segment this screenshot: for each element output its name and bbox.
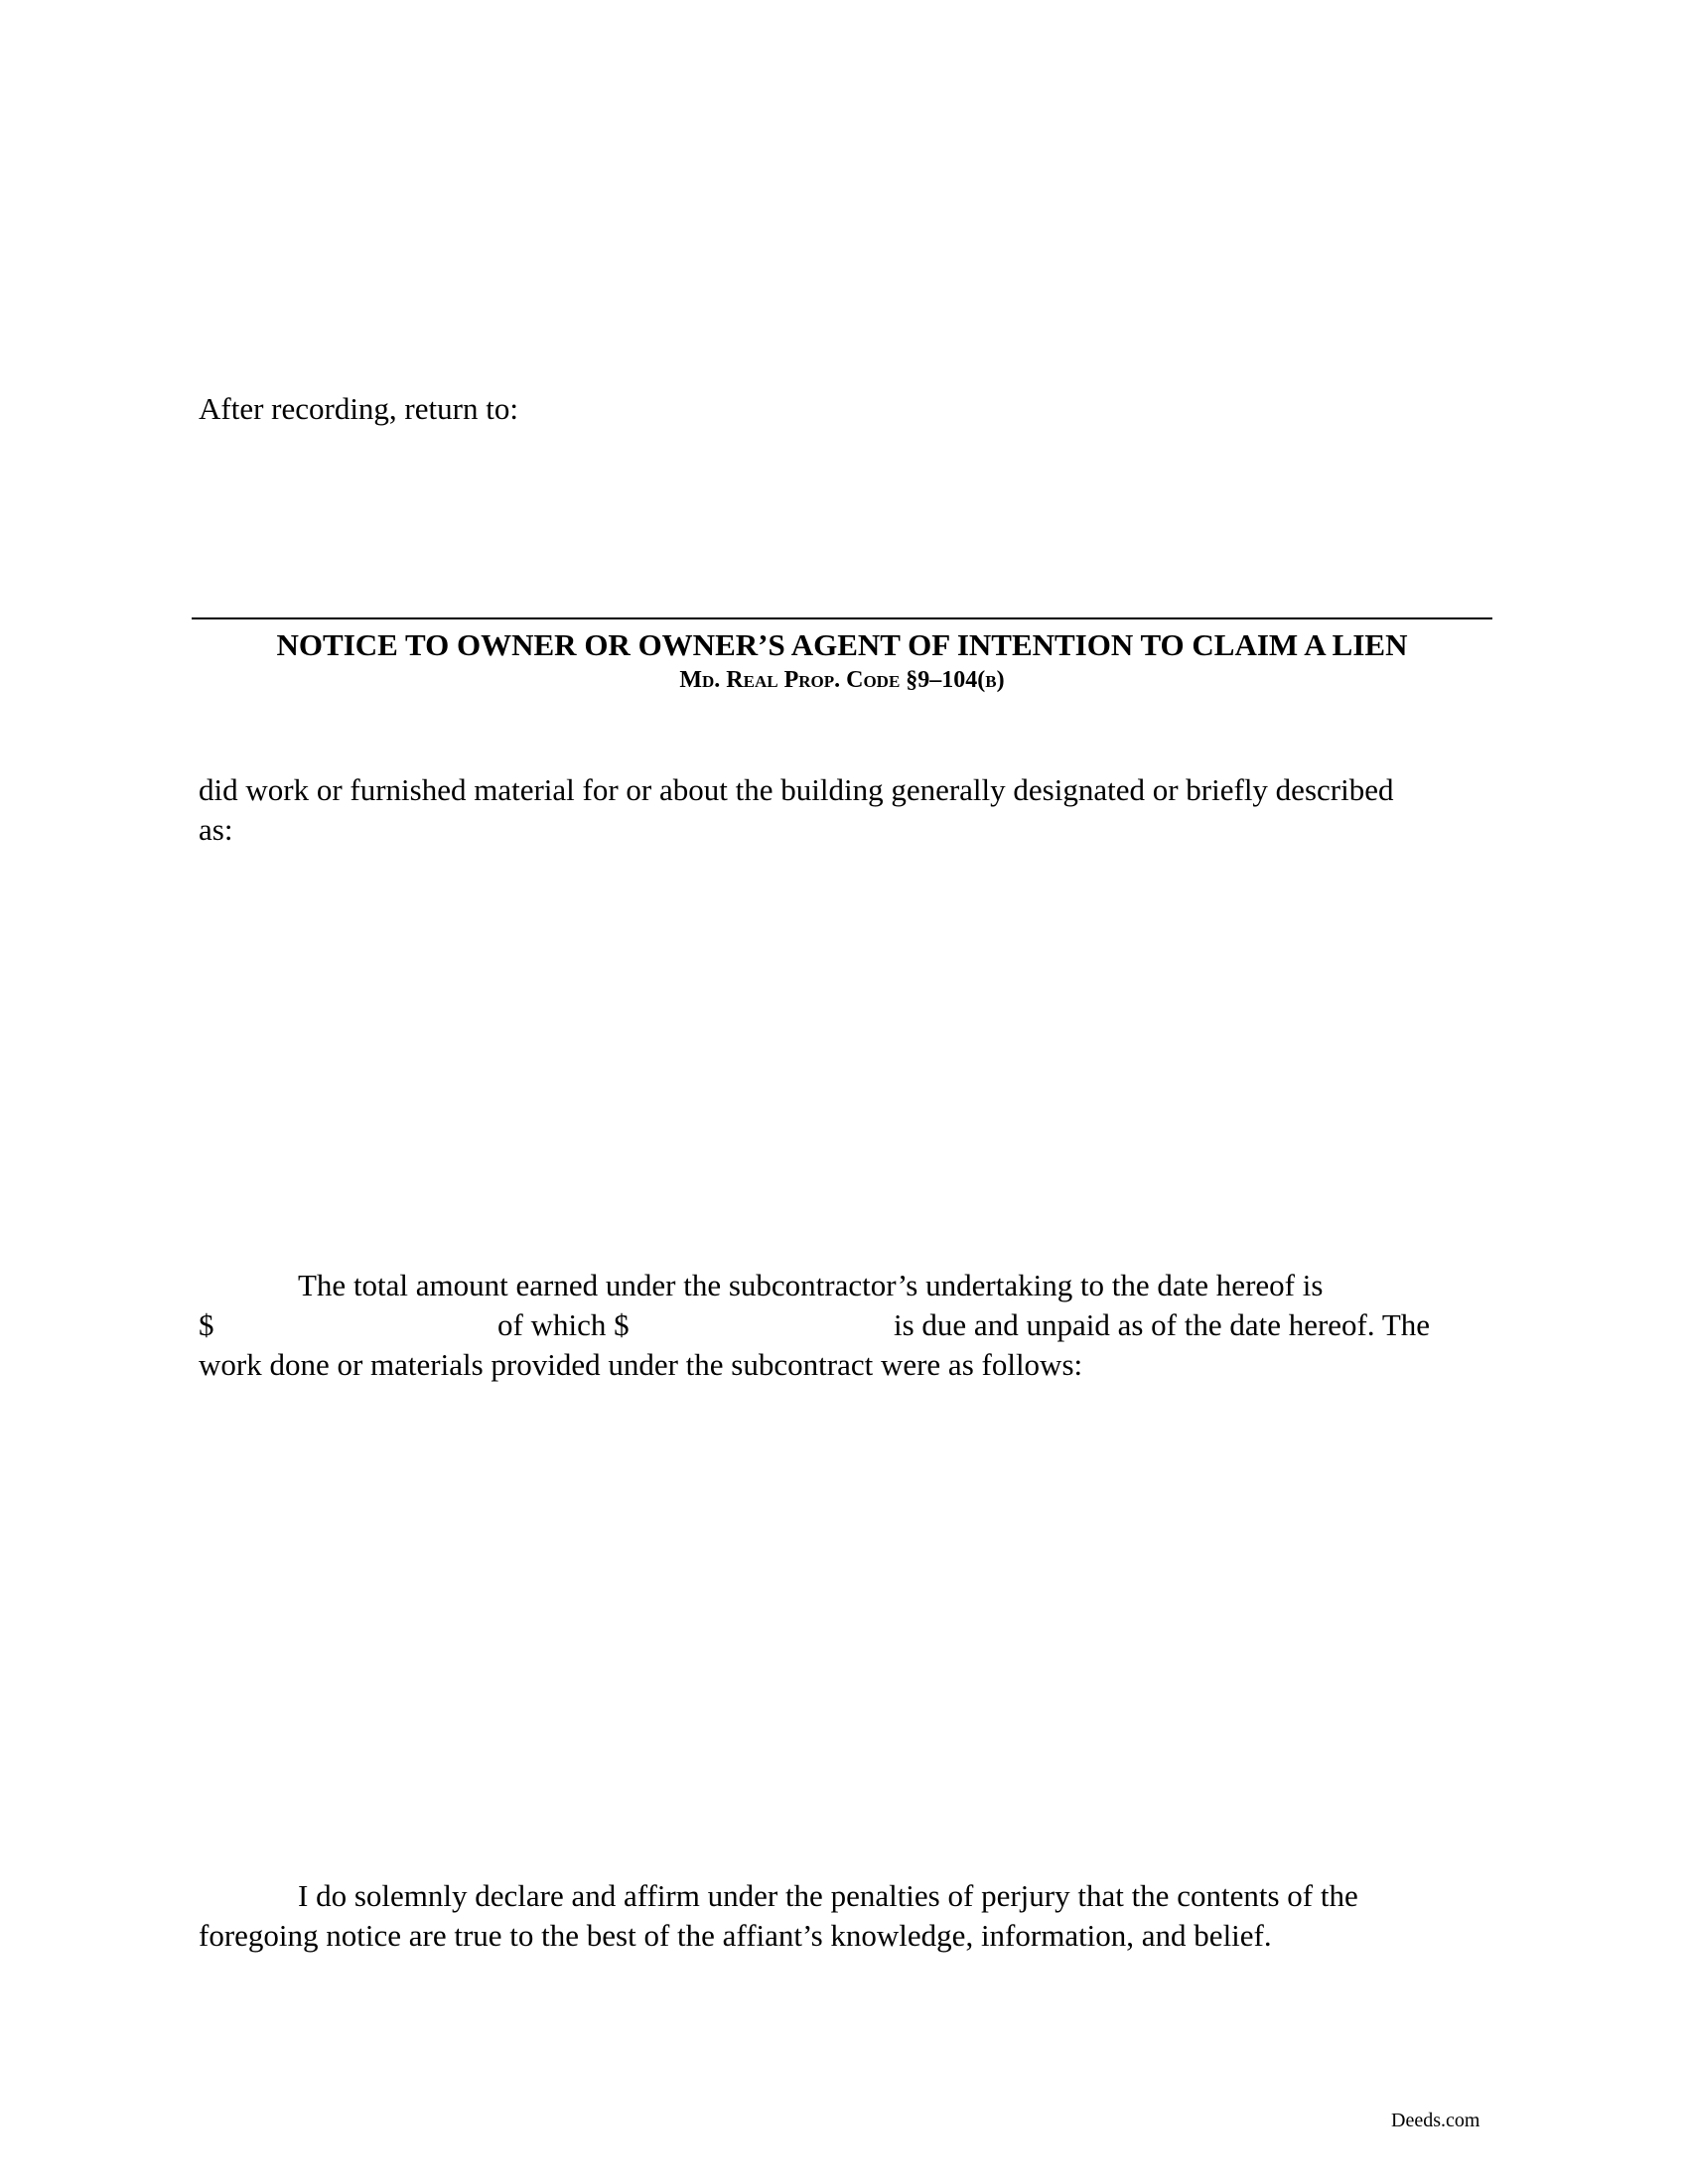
amount-earned-line-1: The total amount earned under the subcontractor’s undertaking to the date hereof is (298, 1268, 1324, 1302)
affirmation-line-2: foregoing notice are true to the best of the affiant’s knowledge, information, and belief. (199, 1918, 1272, 1953)
building-description-line-2: as: (199, 812, 233, 847)
document-title: NOTICE TO OWNER OR OWNER’S AGENT OF INTENTION TO CLAIM A LIEN (276, 627, 1408, 662)
building-description-line-1: did work or furnished material for or about the building generally designated or briefly described (199, 772, 1394, 807)
title-rule (192, 617, 1492, 619)
amount-of-which-label: of which $ (497, 1307, 630, 1342)
statute-citation: Md. Real Prop. Code §9–104(b) (679, 667, 1005, 693)
work-done-line: work done or materials provided under the subcontract were as follows: (199, 1347, 1083, 1382)
affirmation-line-1: I do solemnly declare and affirm under the penalties of perjury that the contents of the (298, 1878, 1358, 1913)
amount-due-text: is due and unpaid as of the date hereof. The (894, 1307, 1431, 1342)
footer-brand: Deeds.com (1391, 2110, 1480, 2131)
amount-earned-dollar-sign: $ (199, 1307, 214, 1342)
return-to-label: After recording, return to: (199, 391, 518, 426)
